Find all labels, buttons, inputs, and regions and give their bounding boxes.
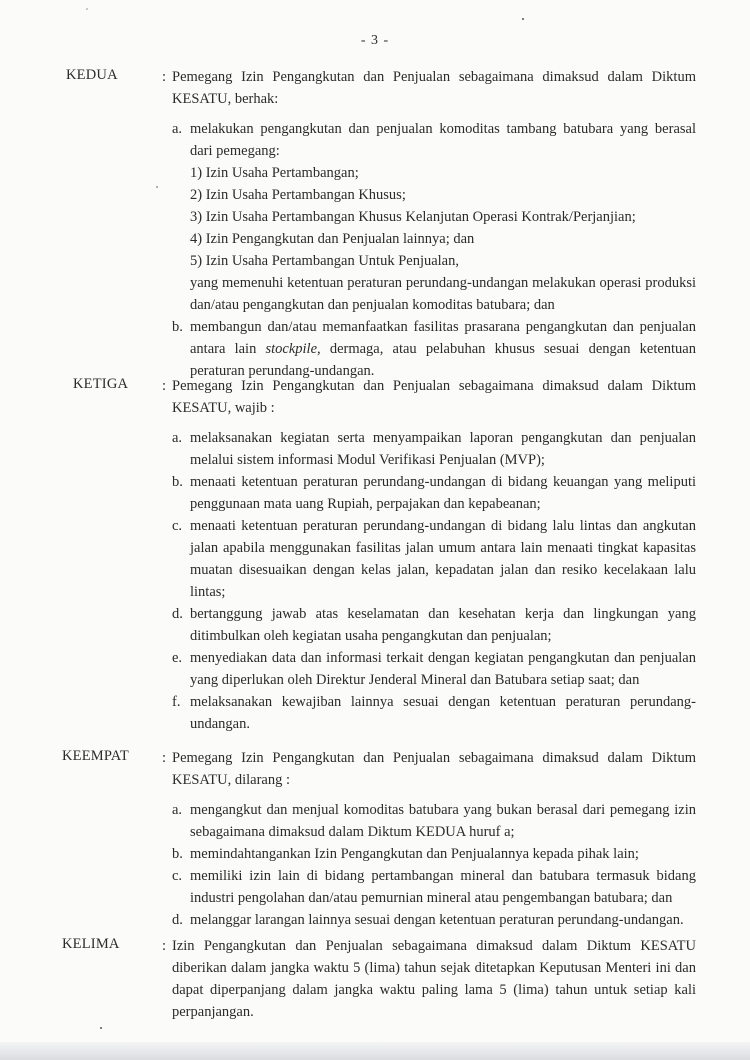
list-item xyxy=(172,865,696,909)
diktum-label: KELIMA xyxy=(62,936,120,952)
item-marker: a. xyxy=(172,121,183,137)
list-item xyxy=(172,909,696,931)
italic-term: stockpile xyxy=(265,341,318,357)
item-text: menaati ketentuan peraturan perundang-undangan di bidang lalu lintas dan angkutan jalan apabila menggunakan fasilitas jalan umum antara lain menaati tingkat kapasitas muatan disesuaikan dengan kelas jalan, kepadatan jalan dan resiko kecelakaan lalu lintas; xyxy=(190,518,696,600)
item-text: melaksanakan kegiatan serta menyampaikan laporan pengangkutan dan penjualan melalui sistem informasi Modul Verifikasi Penjualan (MVP); xyxy=(190,430,696,468)
diktum-intro xyxy=(162,66,696,110)
item-marker: f. xyxy=(172,694,181,710)
list-item xyxy=(172,515,696,603)
item-marker: d. xyxy=(172,912,183,928)
item-text: , dermaga, atau pelabuhan khusus sesuai dengan ketentuan peraturan perundang-undangan. xyxy=(190,341,696,379)
item-tail-text: yang memenuhi ketentuan peraturan perundang-undangan melakukan operasi produksi dan/atau pengangkutan dan penjualan komoditas batubara; dan xyxy=(190,275,696,313)
item-marker: c. xyxy=(172,868,183,884)
scan-speck xyxy=(156,186,158,188)
item-text: melakukan pengangkutan dan penjualan komoditas tambang batubara yang berasal dari pemegang: xyxy=(190,121,696,159)
sub-marker: 5) xyxy=(190,253,203,269)
intro-text: Izin Pengangkutan dan Penjualan sebagaimana dimaksud dalam Diktum KESATU diberikan dalam jangka waktu 5 (lima) tahun sejak ditetapkan Keputusan Menteri ini dan dapat diperpanjang dalam jangka waktu paling lama 5 (lima) tahun untuk setiap kali perpanjangan. xyxy=(172,938,696,1020)
diktum-intro xyxy=(162,935,696,1023)
item-text: memiliki izin lain di bidang pertambangan mineral dan batubara termasuk bidang industri pengolahan dan/atau pemurnian mineral atau pengembangan batubara; dan xyxy=(190,868,696,906)
rights-list xyxy=(162,118,696,382)
colon: : xyxy=(162,378,167,394)
item-marker: e. xyxy=(172,650,183,666)
list-item xyxy=(172,691,696,735)
sub-text: Izin Usaha Pertambangan Untuk Penjualan, xyxy=(205,253,459,269)
item-marker: a. xyxy=(172,802,183,818)
intro-text: Pemegang Izin Pengangkutan dan Penjualan sebagaimana dimaksud dalam Diktum KESATU, dilarang : xyxy=(172,750,696,788)
item-text: memindahtangankan Izin Pengangkutan dan Penjualannya kepada pihak lain; xyxy=(190,846,639,862)
item-marker: b. xyxy=(172,474,183,490)
sub-marker: 1) xyxy=(190,165,203,181)
list-item xyxy=(172,316,696,382)
item-text: melaksanakan kewajiban lainnya sesuai dengan ketentuan peraturan perundang-undangan. xyxy=(190,694,696,732)
intro-text: Pemegang Izin Pengangkutan dan Penjualan sebagaimana dimaksud dalam Diktum KESATU, berhak: xyxy=(172,69,696,107)
colon: : xyxy=(162,750,167,766)
diktum-label: KEEMPAT xyxy=(62,748,129,764)
sub-marker: 4) xyxy=(190,231,203,247)
list-item xyxy=(172,471,696,515)
diktum-intro xyxy=(162,747,696,791)
intro-text: Pemegang Izin Pengangkutan dan Penjualan sebagaimana dimaksud dalam Diktum KESATU, wajib : xyxy=(172,378,696,416)
item-text: bertanggung jawab atas keselamatan dan kesehatan kerja dan lingkungan yang ditimbulkan oleh kegiatan usaha pengangkutan dan penjualan; xyxy=(190,606,696,644)
prohibitions-list xyxy=(162,799,696,931)
diktum-label: KETIGA xyxy=(73,376,129,392)
sub-list-item xyxy=(190,228,696,250)
item-marker: a. xyxy=(172,430,183,446)
list-item xyxy=(172,118,696,316)
item-marker: d. xyxy=(172,606,183,622)
scan-speck xyxy=(86,8,88,10)
list-item xyxy=(172,427,696,471)
item-text: menyediakan data dan informasi terkait dengan kegiatan pengangkutan dan penjualan yang diperlukan oleh Direktur Jenderal Mineral dan Batubara setiap saat; dan xyxy=(190,650,696,688)
list-item xyxy=(172,799,696,843)
list-item xyxy=(172,647,696,691)
obligations-list xyxy=(162,427,696,735)
sub-text: Izin Usaha Pertambangan Khusus; xyxy=(205,187,406,203)
sub-list-item xyxy=(190,184,696,206)
item-marker: c. xyxy=(172,518,183,534)
sub-list-item xyxy=(190,162,696,184)
diktum-label: KEDUA xyxy=(66,67,118,83)
colon: : xyxy=(162,69,167,85)
item-marker: b. xyxy=(172,846,183,862)
sub-marker: 2) xyxy=(190,187,203,203)
colon: : xyxy=(162,938,167,954)
list-item xyxy=(172,603,696,647)
sub-list-item xyxy=(190,250,696,272)
scan-speck xyxy=(522,18,524,20)
sub-list-item xyxy=(190,206,696,228)
list-item xyxy=(172,843,696,865)
sub-marker: 3) xyxy=(190,209,203,225)
sub-text: Izin Usaha Pertambangan Khusus Kelanjutan Operasi Kontrak/Perjanjian; xyxy=(205,209,636,225)
sub-text: Izin Pengangkutan dan Penjualan lainnya; dan xyxy=(205,231,475,247)
page-number: - 3 - xyxy=(360,33,390,48)
item-text: membangun dan/atau memanfaatkan fasilitas prasarana pengangkutan dan penjualan antara lain xyxy=(190,319,696,357)
scan-edge-shadow xyxy=(0,1042,750,1060)
item-text: mengangkut dan menjual komoditas batubara yang bukan berasal dari pemegang izin sebagaimana dimaksud dalam Diktum KEDUA huruf a; xyxy=(190,802,696,840)
diktum-intro xyxy=(162,375,696,419)
item-text: menaati ketentuan peraturan perundang-undangan di bidang keuangan yang meliputi penggunaan mata uang Rupiah, perpajakan dan kepabeanan; xyxy=(190,474,696,512)
item-marker: b. xyxy=(172,319,183,335)
item-text: melanggar larangan lainnya sesuai dengan ketentuan peraturan perundang-undangan. xyxy=(190,912,684,928)
sub-text: Izin Usaha Pertambangan; xyxy=(205,165,359,181)
scan-speck xyxy=(100,1027,102,1029)
